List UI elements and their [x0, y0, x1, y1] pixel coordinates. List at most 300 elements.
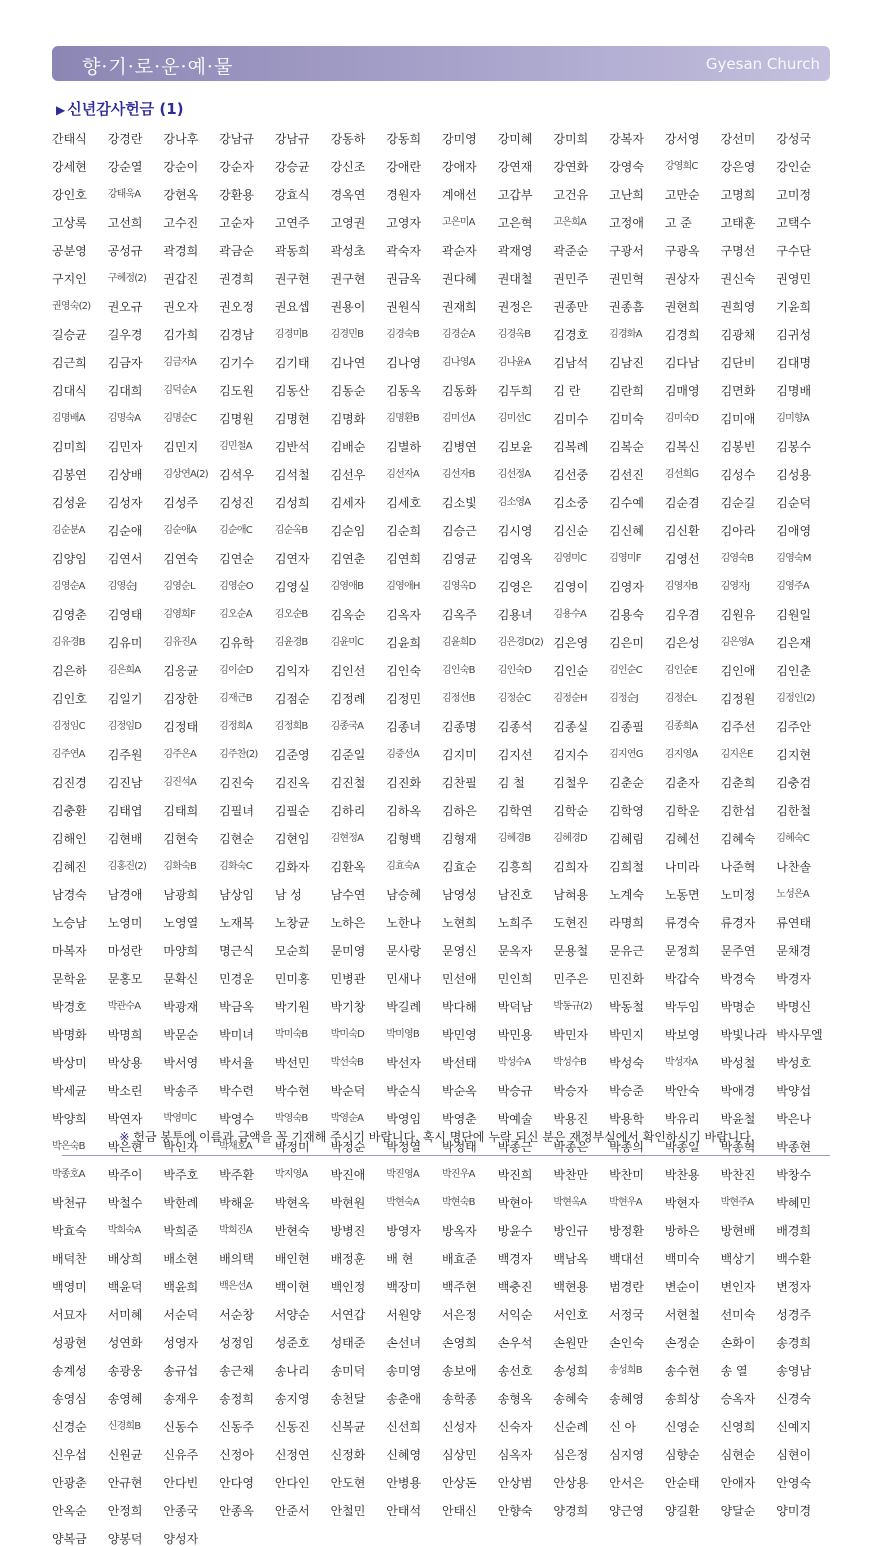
donor-name: 김희자	[553, 860, 589, 874]
donor-name: 김인순E	[664, 665, 697, 676]
donor-name: 박혜민	[776, 1196, 812, 1210]
donor-name: 김금자A	[163, 357, 197, 368]
donor-name: 김영미F	[609, 553, 641, 564]
donor-name: 김면화	[720, 384, 756, 398]
donor-name: 김옥순	[330, 608, 366, 622]
donor-name: 권종흠	[609, 300, 644, 314]
donor-name: 남승혜	[386, 888, 422, 902]
donor-name: 박명화	[52, 1028, 87, 1042]
donor-name: 남영성	[442, 888, 477, 902]
donor-name: 강미혜	[497, 132, 533, 146]
donor-name: 김현임	[274, 832, 310, 846]
donor-name: 김란희	[609, 384, 644, 398]
donor-name: 간태식	[52, 132, 87, 146]
donor-name: 김주찬(2)	[219, 749, 258, 760]
donor-name: 신경희B	[107, 1421, 141, 1432]
donor-name: 박진우A	[442, 1169, 475, 1180]
donor-name: 박재호A	[219, 1141, 252, 1152]
donor-name: 송광웅	[107, 1364, 143, 1378]
donor-name: 고선희	[107, 216, 143, 230]
donor-name: 박서영	[163, 1056, 199, 1070]
donor-name: 강은영	[720, 160, 756, 174]
donor-name: 서연갑	[330, 1308, 366, 1322]
donor-name: 백윤덕	[107, 1280, 143, 1294]
donor-name: 백윤희	[163, 1280, 199, 1294]
donor-name: 김철우	[553, 776, 589, 790]
donor-name: 박경자	[776, 972, 812, 986]
donor-name: 안태석	[386, 1504, 422, 1518]
donor-name: 김한철	[776, 804, 812, 818]
donor-name: 김종국A	[330, 721, 364, 732]
donor-name: 김미향A	[776, 413, 809, 424]
donor-name: 김태희	[163, 804, 199, 818]
donor-name: 김혜림	[609, 832, 644, 846]
donor-name: 김유경B	[52, 637, 85, 648]
donor-name: 양미경	[776, 1504, 812, 1518]
donor-name: 강세현	[52, 160, 87, 174]
donor-name: 김진화	[386, 776, 422, 790]
triangle-marker-icon: ▶	[56, 103, 66, 117]
donor-name: 김유진A	[163, 637, 197, 648]
donor-name: 박길례	[386, 1000, 422, 1014]
donor-name: 박정태	[442, 1140, 477, 1154]
donor-name: 김선자A	[386, 469, 419, 480]
donor-name: 김경화A	[609, 329, 642, 340]
donor-name: 김인순	[553, 664, 589, 678]
donor-name: 박애경	[720, 1084, 756, 1098]
donor-name: 송 열	[720, 1364, 748, 1378]
donor-name: 김영선	[664, 552, 700, 566]
donor-name: 성연화	[107, 1336, 143, 1350]
donor-name: 김나윤A	[497, 357, 531, 368]
donor-name: 김명원	[219, 412, 254, 426]
donor-name: 권현희	[664, 300, 700, 314]
donor-name: 김순임	[330, 524, 366, 538]
donor-name: 김순애A	[163, 525, 197, 536]
donor-name: 김선자B	[442, 469, 475, 480]
donor-name: 배정훈	[330, 1252, 366, 1266]
donor-name: 김주원	[107, 748, 143, 762]
donor-name: 김석우	[219, 468, 254, 482]
donor-name: 노미정	[720, 888, 756, 902]
donor-name: 송보애	[442, 1364, 477, 1378]
donor-name: 김귀성	[776, 328, 812, 342]
donor-name: 박승자	[553, 1084, 589, 1098]
donor-name: 구지인	[52, 272, 87, 286]
donor-name: 김옥주	[442, 608, 477, 622]
donor-name: 백영미	[52, 1280, 87, 1294]
donor-name: 노성은A	[776, 889, 809, 900]
donor-name: 명근식	[219, 944, 254, 958]
donor-name: 박현아	[497, 1196, 533, 1210]
donor-name: 김홍진(2)	[107, 861, 147, 872]
donor-name: 노영열	[163, 916, 199, 930]
donor-name: 김세자	[330, 496, 366, 510]
donor-name: 고건유	[553, 188, 589, 202]
donor-name: 양봉덕	[107, 1532, 143, 1546]
donor-name: 박사무엘	[776, 1028, 823, 1042]
donor-name: 김명화	[330, 412, 366, 426]
donor-name: 양달순	[720, 1504, 756, 1518]
donor-name: 강선미	[720, 132, 756, 146]
donor-name: 김나영A	[442, 357, 475, 368]
donor-name: 김영애B	[330, 581, 364, 592]
donor-name: 서인호	[553, 1308, 589, 1322]
donor-name: 신유주	[163, 1448, 199, 1462]
donor-name: 김두희	[497, 384, 533, 398]
donor-name: 구명선	[720, 244, 756, 258]
donor-name: 안준서	[274, 1504, 310, 1518]
donor-name: 민병관	[330, 972, 366, 986]
donor-name: 김연춘	[330, 552, 366, 566]
donor-name: 김점순	[274, 692, 310, 706]
donor-name: 김순겸	[664, 496, 700, 510]
donor-name: 백상기	[720, 1252, 756, 1266]
section-title-text: 신년감사헌금 (1)	[67, 100, 184, 118]
donor-name: 김주선	[720, 720, 756, 734]
donor-name: 고정애	[609, 216, 644, 230]
donor-name: 김정순J	[609, 693, 638, 704]
donor-name: 구광서	[609, 244, 644, 258]
donor-name: 송형옥	[497, 1392, 533, 1406]
donor-name: 백이현	[274, 1280, 310, 1294]
donor-name: 김필녀	[219, 804, 254, 818]
donor-name: 김금자	[107, 356, 143, 370]
donor-name: 박양섭	[776, 1084, 812, 1098]
donor-name: 김도원	[219, 384, 254, 398]
donor-name: 배경희	[776, 1224, 812, 1238]
donor-name: 박현우A	[609, 1197, 642, 1208]
donor-name: 노계숙	[609, 888, 644, 902]
donor-name: 김경미B	[274, 329, 308, 340]
donor-name: 박다해	[442, 1000, 477, 1014]
donor-name: 박선태	[442, 1056, 477, 1070]
donor-name: 김경옥B	[497, 329, 531, 340]
donor-name: 방병진	[330, 1224, 366, 1238]
donor-name: 고은혁	[497, 216, 533, 230]
donor-name: 송학종	[442, 1392, 477, 1406]
donor-name: 강현옥	[163, 188, 199, 202]
donor-name: 신동수	[163, 1420, 199, 1434]
donor-name: 김영순L	[163, 581, 195, 592]
donor-name: 고은희A	[553, 217, 587, 228]
donor-name: 신경순	[52, 1420, 87, 1434]
donor-name: 박현숙B	[442, 1197, 475, 1208]
donor-name: 김 철	[497, 776, 525, 790]
donor-name: 성정임	[219, 1336, 254, 1350]
donor-name: 권원식	[386, 300, 422, 314]
donor-name: 송혜숙	[553, 1392, 589, 1406]
donor-name: 김복순	[609, 440, 644, 454]
donor-name: 김덕순A	[163, 385, 197, 396]
donor-name: 김혜경D	[553, 833, 587, 844]
donor-name: 김연희	[386, 552, 422, 566]
donor-name: 노영미	[107, 916, 143, 930]
donor-name: 박영임	[386, 1112, 422, 1126]
donor-name: 송천달	[330, 1392, 366, 1406]
donor-name: 김가희	[163, 328, 199, 342]
donor-name: 박성숙	[609, 1056, 644, 1070]
donor-name: 노희주	[497, 916, 533, 930]
donor-name: 김아라	[720, 524, 756, 538]
donor-name: 송미영	[386, 1364, 422, 1378]
donor-name: 김진경	[52, 776, 87, 790]
donor-name: 김시영	[497, 524, 533, 538]
donor-name: 곽준순	[553, 244, 589, 258]
donor-name: 안태신	[442, 1504, 477, 1518]
donor-name: 김혜진	[52, 860, 87, 874]
donor-name: 김동순	[330, 384, 366, 398]
donor-name: 김명순C	[163, 413, 197, 424]
donor-name: 김진철	[330, 776, 366, 790]
donor-name: 김성용	[776, 468, 812, 482]
donor-name: 남 성	[274, 888, 302, 902]
donor-name: 신정아	[219, 1448, 254, 1462]
donor-name: 서정국	[609, 1308, 644, 1322]
donor-name: 박찬미	[609, 1168, 644, 1182]
donor-name: 박수련	[219, 1084, 254, 1098]
donor-name: 고영자	[386, 216, 422, 230]
donor-name: 김경남	[219, 328, 254, 342]
donor-name: 서묘자	[52, 1308, 87, 1322]
donor-name: 김명숙A	[107, 413, 141, 424]
donor-name: 백남옥	[553, 1252, 589, 1266]
donor-name: 안옥순	[52, 1504, 87, 1518]
donor-name: 김기태	[274, 356, 310, 370]
donor-name: 곽순자	[442, 244, 477, 258]
donor-name: 류경숙	[664, 916, 700, 930]
donor-name: 문미영	[330, 944, 366, 958]
donor-name: 김화숙C	[219, 861, 252, 872]
donor-name: 안상용	[553, 1476, 589, 1490]
donor-name: 김지연G	[609, 749, 643, 760]
donor-name: 남혀용	[553, 888, 589, 902]
donor-name: 마복자	[52, 944, 87, 958]
donor-name: 양성자	[163, 1532, 199, 1546]
donor-name: 안서은	[609, 1476, 644, 1490]
donor-name: 김현순	[219, 832, 254, 846]
donor-name: 안향숙	[497, 1504, 533, 1518]
donor-name: 박인자	[163, 1140, 199, 1154]
donor-name: 송미덕	[330, 1364, 366, 1378]
donor-name: 김연숙	[163, 552, 199, 566]
donor-name: 김용숙	[609, 608, 644, 622]
donor-name: 김준일	[330, 748, 366, 762]
donor-name: 송성희	[553, 1364, 589, 1378]
donor-name: 백현용	[553, 1280, 589, 1294]
donor-name: 김정순L	[664, 693, 697, 704]
donor-name: 박경숙	[720, 972, 756, 986]
donor-name: 김인숙B	[442, 665, 475, 676]
donor-name: 박창수	[776, 1168, 812, 1182]
donor-name: 박소린	[107, 1084, 143, 1098]
donor-name: 권용이	[330, 300, 366, 314]
donor-name: 김영숙B	[720, 553, 754, 564]
donor-name: 민선애	[442, 972, 477, 986]
donor-name: 김지은E	[720, 749, 753, 760]
donor-name: 김정원	[720, 692, 756, 706]
donor-name: 문유근	[609, 944, 644, 958]
donor-name: 심은정	[553, 1448, 589, 1462]
donor-name: 강태욱A	[107, 189, 141, 200]
donor-name: 박순옥	[442, 1084, 477, 1098]
donor-name: 김영자B	[664, 581, 698, 592]
donor-name: 곽성초	[330, 244, 366, 258]
header-banner	[52, 46, 830, 81]
donor-name: 강미영	[442, 132, 477, 146]
donor-name: 백주현	[442, 1280, 477, 1294]
donor-name: 도현진	[553, 916, 589, 930]
donor-name: 권정은	[497, 300, 533, 314]
donor-name: 권신숙	[720, 272, 756, 286]
donor-name: 김정태	[163, 720, 199, 734]
donor-name: 박광재	[163, 1000, 199, 1014]
donor-name: 곽경희	[163, 244, 199, 258]
donor-name: 구수단	[776, 244, 812, 258]
donor-name: 김미선A	[442, 413, 475, 424]
donor-name: 권민혁	[609, 272, 644, 286]
donor-name: 나찬솔	[776, 860, 812, 874]
donor-name: 길우경	[107, 328, 143, 342]
donor-name: 김애영	[776, 524, 812, 538]
donor-name: 변순이	[664, 1280, 700, 1294]
donor-name: 박동규(2)	[553, 1001, 592, 1012]
donor-name: 범경란	[609, 1280, 644, 1294]
donor-name: 권재희	[442, 300, 477, 314]
donor-name: 권대철	[497, 272, 533, 286]
donor-name: 송영혜	[107, 1392, 143, 1406]
donor-name: 권경희	[219, 272, 254, 286]
donor-name: 김진석A	[163, 777, 197, 788]
donor-name: 김필순	[274, 804, 310, 818]
donor-name: 박종혁	[720, 1140, 756, 1154]
donor-name: 김종명	[442, 720, 477, 734]
donor-name: 박송주	[163, 1084, 199, 1098]
donor-name: 김종필	[609, 720, 644, 734]
donor-name: 김명현	[274, 412, 310, 426]
donor-name: 고태훈	[720, 216, 756, 230]
donor-name: 성경주	[776, 1308, 812, 1322]
donor-name: 박윤철	[720, 1112, 756, 1126]
donor-name: 강인호	[52, 188, 87, 202]
donor-name: 권금옥	[386, 272, 422, 286]
donor-name: 김인호	[52, 692, 87, 706]
donor-name: 박민지	[609, 1028, 644, 1042]
donor-name: 김윤희D	[442, 637, 476, 648]
donor-name: 권오자	[163, 300, 199, 314]
donor-name: 안규현	[107, 1476, 143, 1490]
donor-name: 박상미	[52, 1056, 87, 1070]
donor-name: 김양임	[52, 552, 87, 566]
donor-name: 김인숙	[386, 664, 422, 678]
donor-name: 나미라	[664, 860, 700, 874]
donor-name: 김응균	[163, 664, 199, 678]
donor-name: 김인애	[720, 664, 756, 678]
donor-name: 김현정A	[330, 833, 364, 844]
donor-name: 문채경	[776, 944, 812, 958]
donor-name: 김오순A	[219, 609, 252, 620]
donor-name: 양복금	[52, 1532, 87, 1546]
donor-name: 박진희	[497, 1168, 533, 1182]
donor-name: 권다혜	[442, 272, 477, 286]
donor-name: 안애자	[720, 1476, 756, 1490]
donor-name: 김영균	[442, 552, 477, 566]
donor-name: 김준영	[274, 748, 310, 762]
donor-name: 김신혜	[609, 524, 644, 538]
donor-name: 김성희	[274, 496, 310, 510]
donor-name: 김인순C	[609, 665, 642, 676]
donor-name: 심옥자	[497, 1448, 533, 1462]
donor-name: 김대명	[776, 356, 812, 370]
footer-divider	[62, 1155, 830, 1156]
donor-name: 김보윤	[497, 440, 533, 454]
donor-name: 서은정	[442, 1308, 477, 1322]
donor-name: 김세호	[386, 496, 422, 510]
donor-name: 고상록	[52, 216, 87, 230]
donor-name: 강동하	[330, 132, 366, 146]
donor-name: 신우섭	[52, 1448, 87, 1462]
donor-name: 손인숙	[609, 1336, 644, 1350]
donor-name: 김유학	[219, 636, 254, 650]
donor-name: 박효숙	[52, 1224, 87, 1238]
donor-name: 김광채	[720, 328, 756, 342]
donor-name: 남경숙	[52, 888, 87, 902]
donor-name: 권오정	[219, 300, 254, 314]
donor-name: 김영은	[497, 580, 533, 594]
donor-name: 권민주	[553, 272, 589, 286]
donor-name: 송희상	[664, 1392, 700, 1406]
donor-name: 김배순	[330, 440, 366, 454]
donor-name: 김복신	[664, 440, 700, 454]
donor-name: 김성윤	[52, 496, 87, 510]
donor-name: 김영태	[107, 608, 143, 622]
donor-name: 김화숙B	[163, 861, 197, 872]
donor-name: 손선녀	[386, 1336, 422, 1350]
donor-name: 김은성	[664, 636, 700, 650]
donor-name: 김순분A	[52, 525, 85, 536]
donor-name: 김순희	[386, 524, 422, 538]
donor-name: 김종녀	[386, 720, 422, 734]
donor-name: 신복균	[330, 1420, 366, 1434]
reference-mark-icon: ※	[119, 1130, 130, 1144]
donor-name: 김영옥	[497, 552, 533, 566]
donor-name: 백인정	[330, 1280, 366, 1294]
donor-name: 김수예	[609, 496, 644, 510]
donor-name: 김미숙	[609, 412, 644, 426]
donor-name: 강복자	[609, 132, 644, 146]
donor-name: 서현철	[664, 1308, 700, 1322]
donor-name: 김현숙	[163, 832, 199, 846]
donor-name: 박예술	[497, 1112, 533, 1126]
donor-name: 박양희	[52, 1112, 87, 1126]
donor-name: 안다빈	[163, 1476, 199, 1490]
donor-name: 김매영	[664, 384, 700, 398]
donor-name: 김소영A	[497, 497, 531, 508]
donor-name: 김신환	[664, 524, 700, 538]
donor-name: 박주이	[107, 1168, 143, 1182]
donor-name: 박연자	[107, 1112, 143, 1126]
donor-name: 김경숙B	[386, 329, 419, 340]
donor-name: 김영이	[553, 580, 589, 594]
donor-name: 곽금순	[219, 244, 254, 258]
donor-name: 강인순	[776, 160, 812, 174]
donor-name: 박기창	[330, 1000, 366, 1014]
donor-name: 김봉수	[776, 440, 812, 454]
donor-name: 김단비	[720, 356, 756, 370]
donor-name: 박찬용	[664, 1168, 700, 1182]
church-name: Gyesan Church	[705, 55, 820, 73]
donor-name: 김순애	[107, 524, 143, 538]
